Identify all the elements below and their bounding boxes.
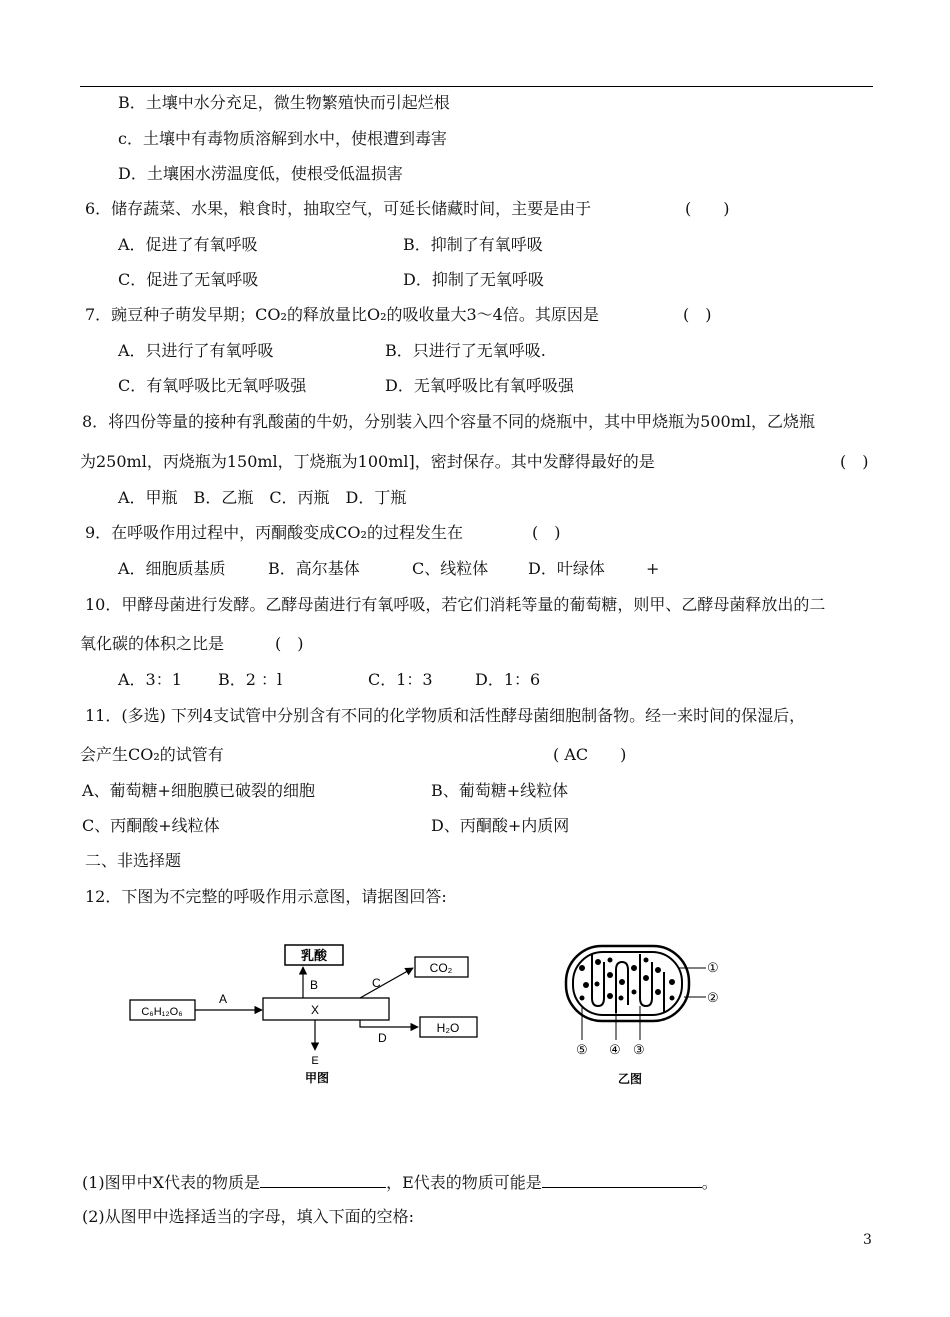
q11-option-c: C、丙酮酸+线粒体 xyxy=(82,816,220,835)
q10-option-b: B．2 ：l xyxy=(218,670,283,689)
label-a: A xyxy=(218,992,228,1006)
q10-answer-paren: ( ) xyxy=(275,634,304,653)
q12-part1 xyxy=(82,1171,718,1193)
q9-plus-mark: + xyxy=(646,559,660,578)
answer-blank-e[interactable] xyxy=(542,1171,702,1188)
q8-stem-line2: 为250ml，丙烧瓶为150ml，丁烧瓶为100ml]，密封保存。其中发酵得最好的是 xyxy=(80,452,655,471)
caption-jia: 甲图 xyxy=(304,1071,330,1085)
q9-option-b: B．高尔基体 xyxy=(268,559,360,578)
q9-stem: 9．在呼吸作用过程中，丙酮酸变成CO₂的过程发生在 xyxy=(85,523,463,542)
header-rule xyxy=(80,86,873,87)
q6-option-d: D．抑制了无氧呼吸 xyxy=(403,270,544,289)
lactic-acid-label: 乳酸 xyxy=(300,948,328,963)
q7-stem: 7．豌豆种子萌发早期；CO₂的释放量比O₂的吸收量大3～4倍。其原因是 xyxy=(85,305,599,324)
caption-yi: 乙图 xyxy=(617,1072,643,1085)
label-2: ② xyxy=(707,990,719,1005)
arrow-c xyxy=(360,968,413,998)
q11-option-d: D、丙酮酸+内质网 xyxy=(431,816,570,835)
label-c: C xyxy=(372,976,381,990)
arrow-d xyxy=(360,1020,418,1027)
section-2-heading: 二、非选择题 xyxy=(85,851,182,870)
h2o-label: H₂O xyxy=(436,1021,460,1035)
q10-stem-line1: 10．甲酵母菌进行发酵。乙酵母菌进行有氧呼吸，若它们消耗等量的葡萄糖，则甲、乙酵母菌释放出的二 xyxy=(85,595,826,614)
respiration-diagram-jia xyxy=(120,935,500,1095)
q10-option-c: C．1：3 xyxy=(368,670,433,689)
label-1: ① xyxy=(707,960,719,975)
q11-stem-line2: 会产生CO₂的试管有 xyxy=(80,745,224,764)
co2-label: CO₂ xyxy=(429,961,453,975)
label-e: E xyxy=(311,1055,319,1067)
q11-option-b: B、葡萄糖+线粒体 xyxy=(431,781,569,800)
q12-part1-text-a: (1)图甲中X代表的物质是 xyxy=(82,1173,261,1192)
q5-option-b: B．土壤中水分充足，微生物繁殖快而引起烂根 xyxy=(118,93,450,112)
q11-stem-line1: 11．(多选) 下列4支试管中分别含有不同的化学物质和活性酵母菌细胞制备物。经一来时间的保湿后， xyxy=(85,706,806,725)
q6-option-c: C．促进了无氧呼吸 xyxy=(118,270,259,289)
label-d: D xyxy=(378,1031,387,1045)
page-number: 3 xyxy=(863,1232,872,1248)
q5-option-d: D．土壤困水涝温度低，使根受低温损害 xyxy=(118,164,403,183)
q9-option-c: C、线粒体 xyxy=(412,559,489,578)
q9-answer-paren: ( ) xyxy=(532,523,561,542)
q9-option-d: D．叶绿体 xyxy=(528,559,605,578)
q6-answer-paren: ( ) xyxy=(685,199,730,218)
q11-answer: ( AC ) xyxy=(553,745,627,764)
q8-options: A．甲瓶 B．乙瓶 C．丙瓶 D．丁瓶 xyxy=(118,488,407,507)
q6-option-a: A．促进了有氧呼吸 xyxy=(118,235,258,254)
q9-option-a: A．细胞质基质 xyxy=(118,559,226,578)
q10-stem-line2: 氧化碳的体积之比是 xyxy=(80,634,225,653)
glucose-label: C₆H₁₂O₆ xyxy=(141,1006,183,1018)
x-box xyxy=(263,998,389,1020)
q10-option-a: A．3：1 xyxy=(118,670,182,689)
q5-option-c: c．土壤中有毒物质溶解到水中，使根遭到毒害 xyxy=(118,129,447,148)
q8-stem-line1: 8．将四份等量的接种有乳酸菌的牛奶，分别装入四个容量不同的烧瓶中，其中甲烧瓶为500ml，乙烧瓶 xyxy=(82,412,816,431)
answer-blank-x[interactable] xyxy=(260,1171,386,1188)
q10-option-d: D．1：6 xyxy=(475,670,541,689)
q7-option-d: D．无氧呼吸比有氧呼吸强 xyxy=(385,376,574,395)
q8-answer-paren: ( ) xyxy=(840,452,869,471)
q6-option-b: B．抑制了有氧呼吸 xyxy=(403,235,543,254)
mitochondrion-diagram-yi xyxy=(560,940,740,1085)
q11-option-a: A、葡萄糖+细胞膜已破裂的细胞 xyxy=(82,781,315,800)
label-5: ⑤ xyxy=(576,1042,588,1057)
q7-option-c: C．有氧呼吸比无氧呼吸强 xyxy=(118,376,307,395)
q12-stem: 12．下图为不完整的呼吸作用示意图，请据图回答: xyxy=(85,887,447,906)
q12-part1-text-b: ，E代表的物质可能是 xyxy=(386,1173,542,1192)
q12-part2: (2)从图甲中选择适当的字母，填入下面的空格: xyxy=(82,1207,415,1226)
label-3: ③ xyxy=(633,1042,645,1057)
q12-part1-text-c: 。 xyxy=(701,1173,718,1192)
q7-option-a: A．只进行了有氧呼吸 xyxy=(118,341,274,360)
q7-answer-paren: ( ) xyxy=(683,305,712,324)
q6-stem: 6．储存蔬菜、水果，粮食时，抽取空气，可延长储藏时间，主要是由于 xyxy=(85,199,592,218)
x-label: X xyxy=(310,1003,320,1017)
q7-option-b: B．只进行了无氧呼吸. xyxy=(385,341,546,360)
label-4: ④ xyxy=(609,1042,621,1057)
label-b: B xyxy=(310,978,319,992)
